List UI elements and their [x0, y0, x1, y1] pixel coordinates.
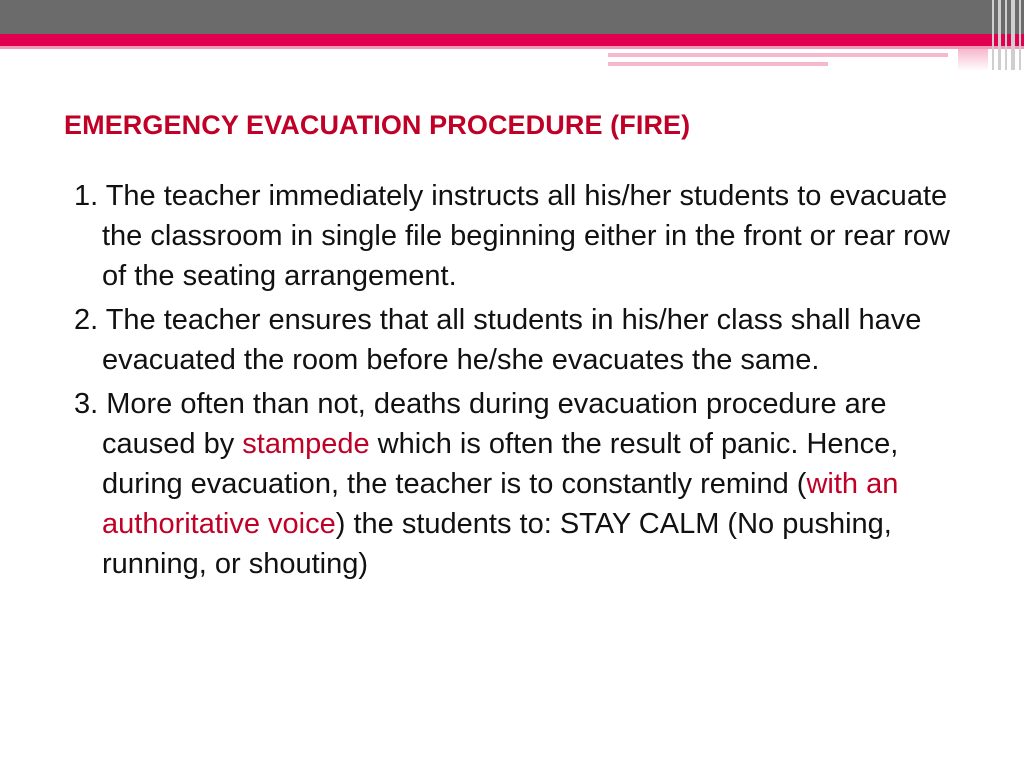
slide-title: EMERGENCY EVACUATION PROCEDURE (FIRE)	[64, 110, 691, 140]
decorative-stripes	[990, 0, 1024, 70]
list-item-text: ) the students to: STAY CALM (No pushing, running, or shouting)	[102, 508, 892, 580]
list-item	[74, 384, 974, 584]
list-item	[74, 176, 974, 296]
accent-bar	[608, 62, 828, 66]
top-pink-band	[0, 34, 1024, 46]
top-gray-band	[0, 0, 1024, 34]
list-item-text: 1. The teacher immediately instructs all his/her students to evacuate the classroom in single file beginning either in the front or rear row of the seating arrangement.	[74, 180, 950, 292]
top-pink-light-band	[0, 46, 1024, 49]
highlight-stampede: stampede	[242, 428, 370, 460]
list-item-text: 2. The teacher ensures that all students in his/her class shall have evacuated the room before he/she evacuates the same.	[74, 304, 922, 376]
list-item-text: 3. More often than not, deaths during evacuation procedure are caused by	[74, 388, 887, 460]
procedure-list	[74, 176, 974, 588]
list-item-text: which is often the result of panic. Hence, during evacuation, the teacher is to constantly remind (	[102, 428, 899, 500]
highlight-authoritative-voice: with an authoritative voice	[102, 468, 899, 540]
list-item	[74, 300, 974, 380]
accent-bar	[608, 53, 948, 57]
accent-block	[958, 49, 988, 71]
